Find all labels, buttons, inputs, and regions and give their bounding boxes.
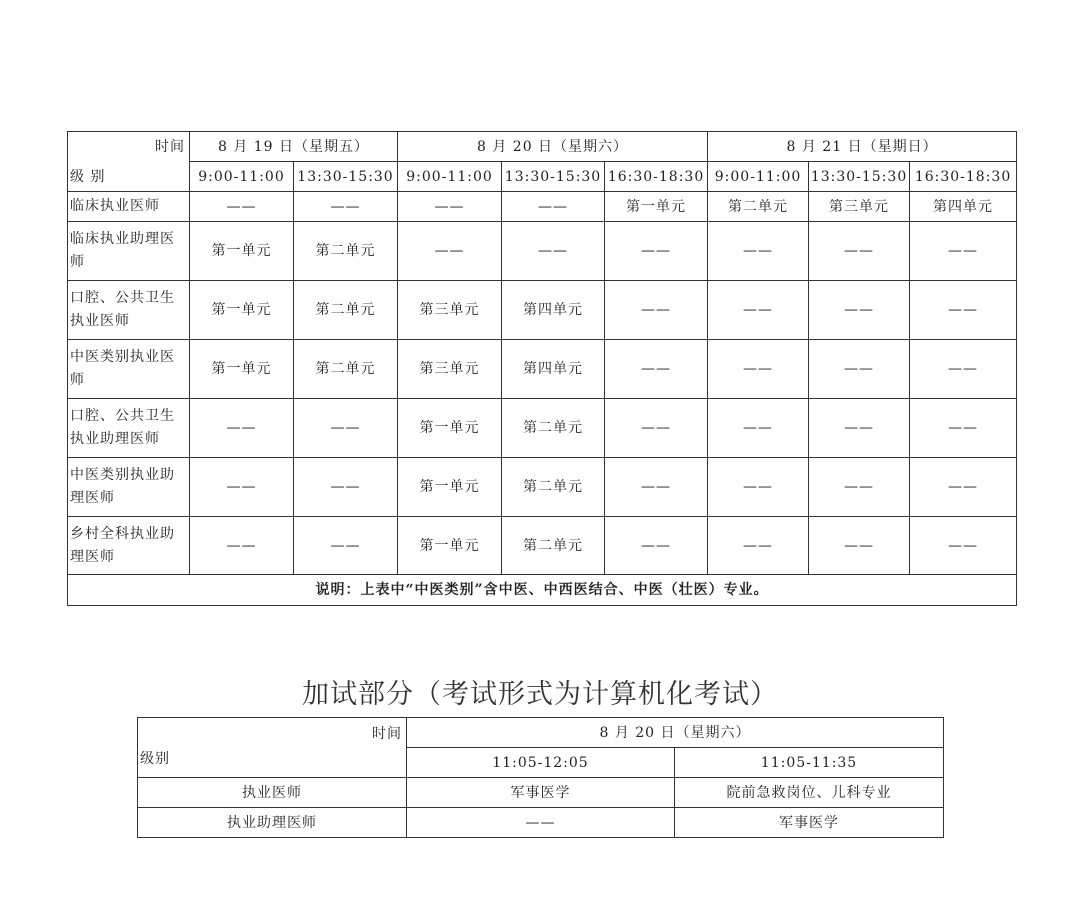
table-row	[68, 281, 1017, 340]
schedule-cell: ——	[605, 222, 708, 281]
section-title: 加试部分（考试形式为计算机化考试）	[302, 679, 778, 710]
time-header: 9:00-11:00	[398, 162, 502, 192]
schedule-cell: ——	[605, 399, 708, 458]
schedule-cell: ——	[910, 340, 1017, 399]
schedule-cell: 第二单元	[502, 458, 605, 517]
schedule-cell: 第一单元	[605, 192, 708, 222]
schedule-cell: ——	[708, 517, 809, 575]
level-label: 临床执业医师	[68, 192, 190, 222]
date-header-aug20: 8 月 20 日（星期六）	[398, 132, 708, 162]
schedule-cell: 第二单元	[502, 399, 605, 458]
level-label: 临床执业助理医师	[68, 222, 190, 281]
corner-time-label: 时间	[155, 139, 185, 155]
time-header: 11:05-12:05	[407, 748, 675, 778]
table-row	[68, 399, 1017, 458]
addon-exam-table	[137, 717, 944, 838]
schedule-cell: ——	[190, 458, 294, 517]
time-header: 16:30-18:30	[605, 162, 708, 192]
schedule-cell: ——	[190, 192, 294, 222]
schedule-cell: ——	[708, 399, 809, 458]
schedule-cell: ——	[605, 517, 708, 575]
table-row	[68, 192, 1017, 222]
date-header-aug20: 8 月 20 日（星期六）	[407, 718, 944, 748]
time-header: 11:05-11:35	[675, 748, 944, 778]
schedule-cell: ——	[708, 281, 809, 340]
header-corner-cell	[68, 132, 190, 192]
table-row	[68, 458, 1017, 517]
schedule-cell: ——	[809, 517, 910, 575]
schedule-cell: 第二单元	[502, 517, 605, 575]
table-note: 说明：上表中“中医类别”含中医、中西医结合、中医（壮医）专业。	[68, 575, 1017, 606]
schedule-cell: ——	[605, 281, 708, 340]
level-label: 乡村全科执业助理医师	[68, 517, 190, 575]
level-label: 中医类别执业医师	[68, 340, 190, 399]
level-label: 口腔、公共卫生执业医师	[68, 281, 190, 340]
schedule-cell: ——	[605, 340, 708, 399]
table-row	[68, 517, 1017, 575]
time-header: 9:00-11:00	[708, 162, 809, 192]
schedule-cell: 院前急救岗位、儿科专业	[675, 778, 944, 808]
schedule-cell: 第一单元	[398, 399, 502, 458]
table-row	[68, 340, 1017, 399]
schedule-cell: ——	[398, 192, 502, 222]
time-header: 13:30-15:30	[502, 162, 605, 192]
time-header: 13:30-15:30	[809, 162, 910, 192]
schedule-cell: 第一单元	[190, 340, 294, 399]
schedule-cell: 第一单元	[398, 458, 502, 517]
schedule-cell: ——	[910, 281, 1017, 340]
schedule-cell: ——	[809, 458, 910, 517]
table-row	[138, 778, 944, 808]
date-header-aug19: 8 月 19 日（星期五）	[190, 132, 398, 162]
schedule-cell: ——	[910, 517, 1017, 575]
time-header: 9:00-11:00	[190, 162, 294, 192]
schedule-cell: ——	[294, 458, 398, 517]
corner-time-label: 时间	[372, 726, 402, 742]
schedule-cell: 第四单元	[910, 192, 1017, 222]
schedule-cell: ——	[910, 458, 1017, 517]
schedule-cell: 第四单元	[502, 340, 605, 399]
corner-level-label: 级 别	[70, 169, 106, 185]
schedule-cell: 军事医学	[675, 808, 944, 838]
table-row	[68, 222, 1017, 281]
schedule-cell: ——	[294, 192, 398, 222]
level-label: 执业助理医师	[138, 808, 407, 838]
schedule-cell: 第二单元	[294, 281, 398, 340]
schedule-cell: ——	[190, 517, 294, 575]
schedule-cell: ——	[407, 808, 675, 838]
schedule-cell: ——	[809, 340, 910, 399]
schedule-cell: 第二单元	[294, 340, 398, 399]
schedule-cell: 第三单元	[398, 340, 502, 399]
schedule-cell: ——	[809, 281, 910, 340]
schedule-cell: 第三单元	[809, 192, 910, 222]
schedule-cell: 第二单元	[708, 192, 809, 222]
schedule-cell: 军事医学	[407, 778, 675, 808]
schedule-cell: ——	[910, 222, 1017, 281]
schedule-cell: 第一单元	[398, 517, 502, 575]
exam-schedule-table	[67, 131, 1017, 606]
schedule-cell: 第三单元	[398, 281, 502, 340]
corner-level-label: 级别	[140, 751, 170, 767]
schedule-cell: ——	[809, 222, 910, 281]
schedule-cell: ——	[708, 222, 809, 281]
schedule-cell: 第一单元	[190, 281, 294, 340]
level-label: 执业医师	[138, 778, 407, 808]
table-row	[138, 808, 944, 838]
header-corner-cell	[138, 718, 407, 778]
schedule-cell: ——	[809, 399, 910, 458]
time-header: 13:30-15:30	[294, 162, 398, 192]
schedule-cell: ——	[502, 192, 605, 222]
level-label: 中医类别执业助理医师	[68, 458, 190, 517]
schedule-cell: ——	[708, 458, 809, 517]
schedule-cell: 第四单元	[502, 281, 605, 340]
schedule-cell: ——	[294, 517, 398, 575]
schedule-cell: ——	[398, 222, 502, 281]
schedule-cell: ——	[190, 399, 294, 458]
schedule-cell: ——	[502, 222, 605, 281]
schedule-cell: 第二单元	[294, 222, 398, 281]
time-header: 16:30-18:30	[910, 162, 1017, 192]
schedule-cell: ——	[910, 399, 1017, 458]
schedule-cell: 第一单元	[190, 222, 294, 281]
schedule-cell: ——	[605, 458, 708, 517]
schedule-cell: ——	[708, 340, 809, 399]
level-label: 口腔、公共卫生执业助理医师	[68, 399, 190, 458]
schedule-cell: ——	[294, 399, 398, 458]
date-header-aug21: 8 月 21 日（星期日）	[708, 132, 1017, 162]
